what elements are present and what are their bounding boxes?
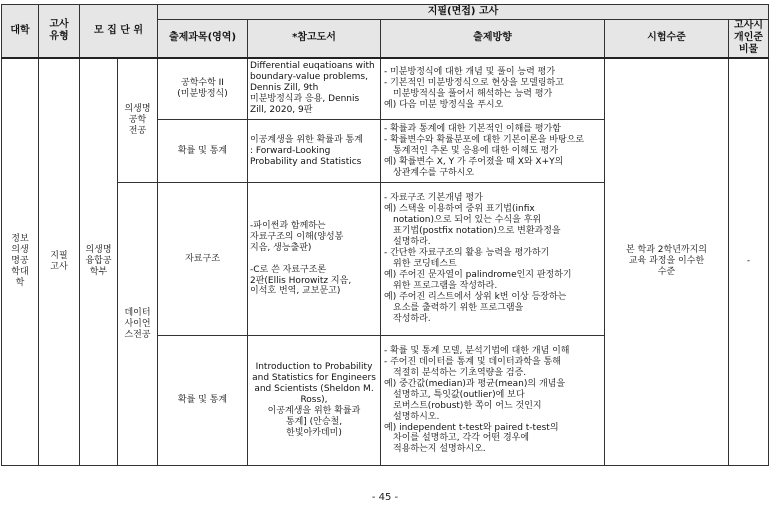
header-exam-type: 고사 유형 (39, 5, 80, 58)
header-refs: *참고도서 (248, 20, 381, 58)
direction-item: - 미분방정식에 대한 개념 및 풀이 능력 평가 (384, 66, 556, 77)
header-prep: 고사시 개인준비물 (729, 20, 769, 58)
univ-cell: 정보 의생 명공 학대 학 (2, 58, 39, 466)
direction-item: 예) 스택을 이용하여 중위 표기법(infix notation)으로 되어 있는 수식을 후위 표기법(postfix notation)으로 변환과정을 설명하라. (384, 204, 561, 248)
exam-table (1, 4, 769, 466)
level-cell: 본 학과 2학년까지의 교육 과정을 이수한 수준 (605, 58, 729, 466)
subject-cell: 확률 및 통계 (158, 336, 248, 466)
direction-item: 예) 다음 미분 방정식을 푸시오 (384, 99, 504, 110)
prep-cell: - (729, 58, 769, 466)
subject-cell: 확률 및 통계 (158, 120, 248, 183)
direction-cell (381, 120, 605, 183)
direction-item: 예) 중간값(median)과 평균(mean)의 개념을 설명하고, 특잇값(outlier)에 보다 로버스트(robust)한 쪽이 어느 것인지 설명하시오. (384, 378, 566, 422)
refs-cell: Introduction to Probability and Statistics for Engineers and Scientists (Sheldon M. Ross), 이공계생을 위한 확률과 통계] (안승철, 한빛아카데미) (248, 336, 381, 466)
direction-item: - 기본적인 미분방정식으로 현상을 모델링하고 미분방적식을 풀어서 해석하는 능력 평가 (384, 77, 564, 99)
direction-item: 예) 확률변수 X, Y 가 주어졌을 때 X와 X+Y의 상관계수를 구하시오 (384, 156, 564, 178)
direction-cell (381, 336, 605, 466)
direction-item: - 확률과 통계에 대한 기본적인 이해를 평가함 (384, 123, 561, 134)
page-number: - 45 - (371, 492, 399, 503)
direction-item: 예) independent t-test와 paired t-test의 차이를 설명하고, 각각 어떤 경우에 적용하는지 설명하시오. (384, 422, 559, 455)
subject-cell: 공학수학 II (미분방정식) (158, 58, 248, 120)
exam-type-cell: 지필 고사 (39, 58, 80, 466)
header-level: 시험수준 (605, 20, 729, 58)
direction-item: - 주어진 데이터를 통계 및 데이터과학을 통해 적절히 분석하는 기초역량을 검증. (384, 356, 561, 378)
subject-cell: 자료구조 (158, 183, 248, 336)
direction-item: - 자료구조 기본개념 평가 (384, 193, 483, 204)
direction-item: - 확률변수와 확률분포에 대한 기본이론을 바탕으로 통계적인 추론 및 응용에 대한 이해도 평가 (384, 134, 585, 156)
major-bme-cell: 의생명 공학 전공 (118, 58, 158, 183)
direction-cell (381, 58, 605, 120)
direction-item: 예) 주어진 리스트에서 상위 k번 이상 등장하는 요소를 출력하기 위한 프로그램을 작성하라. (384, 291, 567, 324)
table-row (2, 58, 769, 120)
header-unit: 모 집 단 위 (80, 5, 158, 58)
direction-item: - 간단한 자료구조의 활용 능력을 평가하기 위한 코딩테스트 (384, 248, 550, 270)
refs-cell: -파이썬과 함께하는 자료구조의 이해(양성봉 지음, 생능출판) -C로 쓴 자료구조론 2판(Ellis Horowitz 지음, 이석호 번역, 교보문고) (248, 183, 381, 336)
direction-cell (381, 183, 605, 336)
refs-cell: 이공계생을 위한 확률과 통계 : Forward-Looking Probability and Statistics (248, 120, 381, 183)
header-univ: 대학 (2, 5, 39, 58)
header-subject: 출제과목(영역) (158, 20, 248, 58)
unit-cell: 의생명 융합공 학부 (80, 58, 118, 466)
header-direction: 출제방향 (381, 20, 605, 58)
refs-cell: Differential euqatioans with boundary-value problems, Dennis Zill, 9th 미분방정식과 응용, Dennis Zill, 2020, 9판 (248, 58, 381, 120)
header-group: 지필(면접) 고사 (158, 5, 769, 20)
major-ds-cell: 데이터 사이언 스전공 (118, 183, 158, 466)
direction-item: - 확률 및 통계 모델, 분석기법에 대한 개념 이해 (384, 345, 570, 356)
direction-item: 예) 주어진 문자열이 palindrome인지 판정하기 위한 프로그램을 작성하라. (384, 270, 572, 291)
